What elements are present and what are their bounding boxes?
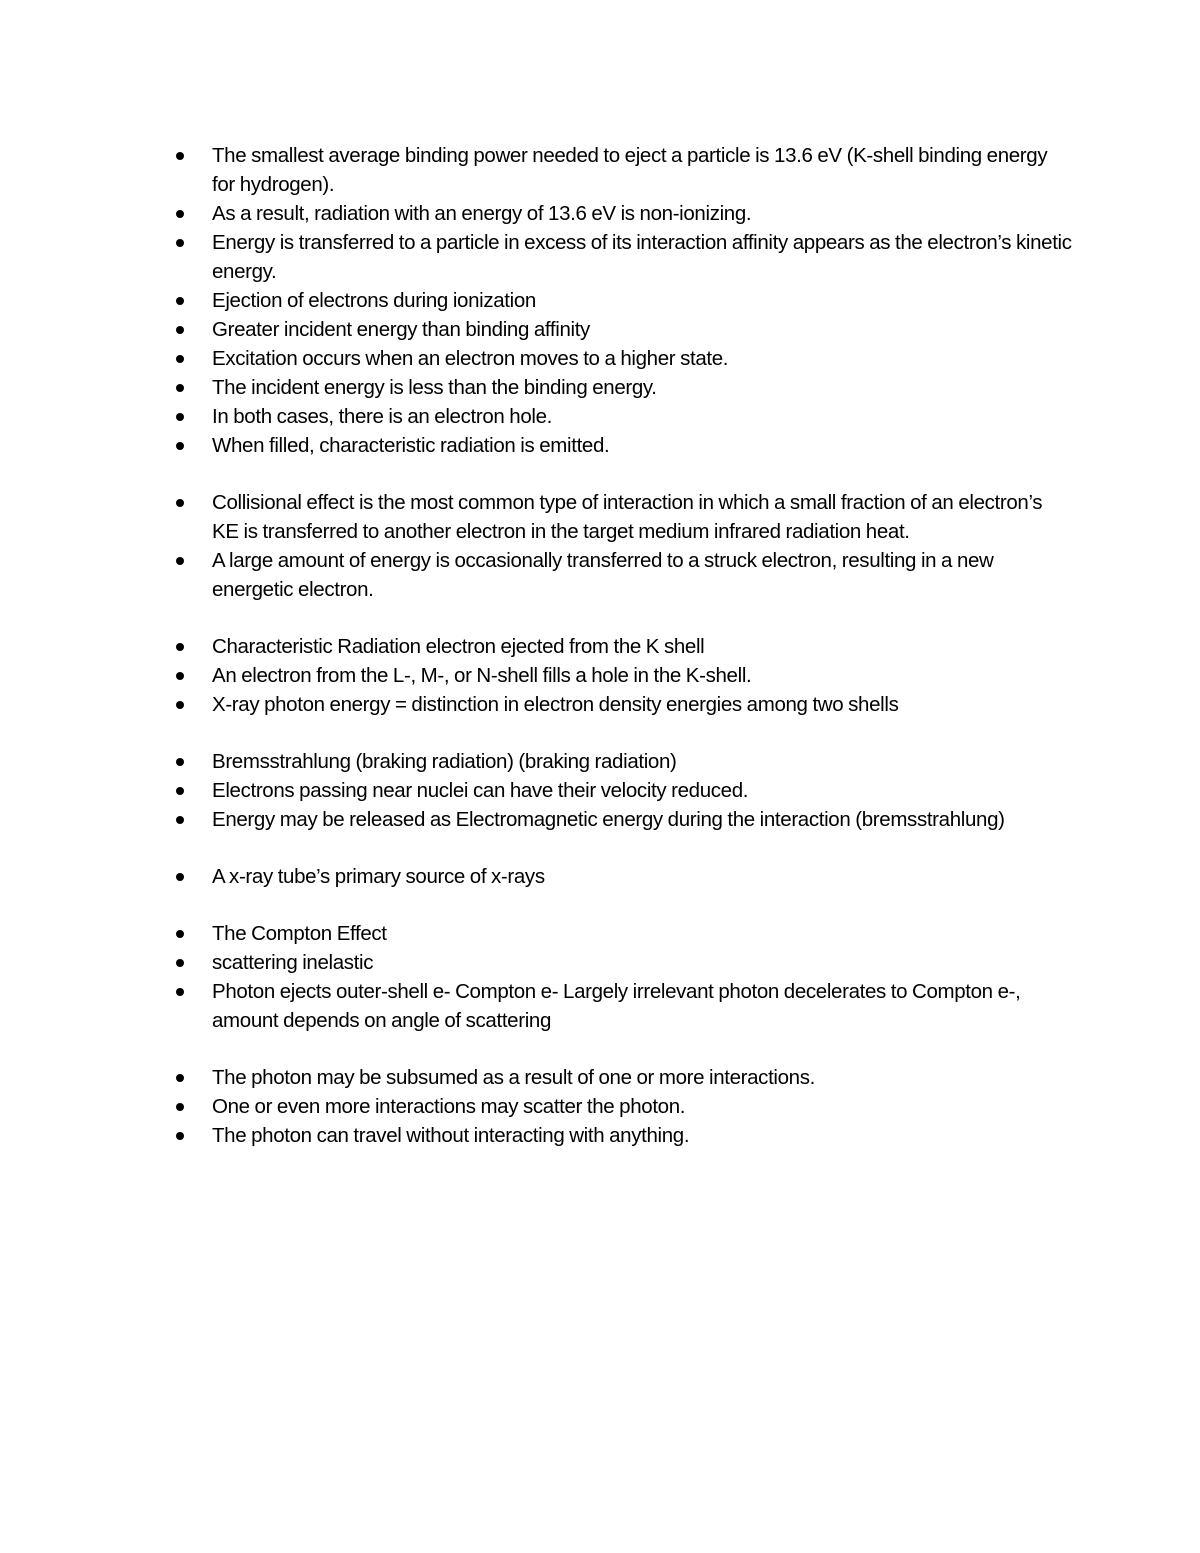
bullet-content — [212, 141, 1072, 1150]
list-item — [212, 344, 1072, 373]
list-item — [212, 431, 1072, 460]
list-item — [212, 661, 1072, 690]
bullet-icon — [176, 210, 184, 218]
list-item — [212, 919, 1072, 948]
bullet-group-bremsstrahlung — [212, 747, 1072, 834]
bullet-icon — [176, 643, 184, 651]
list-item — [212, 1092, 1072, 1121]
list-item-text: The photon can travel without interacting with anything. — [212, 1124, 690, 1147]
list-item — [212, 690, 1072, 719]
list-item-text: Energy may be released as Electromagnetic energy during the interaction (bremsstrahlung) — [212, 808, 1005, 831]
list-item-text: When filled, characteristic radiation is emitted. — [212, 434, 610, 457]
bullet-icon — [176, 239, 184, 247]
list-item-text: In both cases, there is an electron hole. — [212, 405, 552, 428]
list-item-text: X-ray photon energy = distinction in electron density energies among two shells — [212, 693, 899, 716]
bullet-icon — [176, 1132, 184, 1140]
list-item — [212, 776, 1072, 805]
bullet-icon — [176, 384, 184, 392]
list-item-text: The Compton Effect — [212, 922, 387, 945]
list-item-text: One or even more interactions may scatter the photon. — [212, 1095, 686, 1118]
list-item-text: A large amount of energy is occasionally transferred to a struck electron, resulting in a new energetic electron. — [212, 549, 994, 601]
bullet-icon — [176, 959, 184, 967]
list-item — [212, 141, 1072, 199]
bullet-icon — [176, 816, 184, 824]
list-item — [212, 632, 1072, 661]
list-item — [212, 228, 1072, 286]
list-item-text: As a result, radiation with an energy of 13.6 eV is non-ionizing. — [212, 202, 752, 225]
list-item — [212, 948, 1072, 977]
list-item — [212, 488, 1072, 546]
bullet-group-xray-source — [212, 862, 1072, 891]
list-item-text: Ejection of electrons during ionization — [212, 289, 536, 312]
bullet-icon — [176, 701, 184, 709]
bullet-group-compton — [212, 919, 1072, 1035]
bullet-icon — [176, 758, 184, 766]
list-item-text: Excitation occurs when an electron moves to a higher state. — [212, 347, 729, 370]
list-item-text: Collisional effect is the most common type of interaction in which a small fraction of an electron’s KE is transferred to another electron in the target medium infrared radiation heat. — [212, 491, 1043, 543]
list-item-text: Energy is transferred to a particle in excess of its interaction affinity appears as the electron’s kinetic energy. — [212, 231, 1072, 283]
bullet-icon — [176, 787, 184, 795]
bullet-icon — [176, 152, 184, 160]
bullet-icon — [176, 326, 184, 334]
bullet-icon — [176, 499, 184, 507]
list-item — [212, 977, 1072, 1035]
list-item-text: Photon ejects outer-shell e- Compton e- Largely irrelevant photon decelerates to Compton e-, amount depends on angle of scattering — [212, 980, 1021, 1032]
list-item-text: An electron from the L-, M-, or N-shell fills a hole in the K-shell. — [212, 664, 752, 687]
list-item-text: scattering inelastic — [212, 951, 374, 974]
bullet-icon — [176, 988, 184, 996]
bullet-icon — [176, 1103, 184, 1111]
list-item — [212, 747, 1072, 776]
list-item — [212, 546, 1072, 604]
bullet-icon — [176, 297, 184, 305]
list-item-text: The smallest average binding power needed to eject a particle is 13.6 eV (K-shell binding energy for hydrogen). — [212, 144, 1048, 196]
bullet-icon — [176, 557, 184, 565]
list-item — [212, 286, 1072, 315]
bullet-icon — [176, 442, 184, 450]
bullet-group-characteristic — [212, 632, 1072, 719]
list-item — [212, 373, 1072, 402]
bullet-icon — [176, 672, 184, 680]
list-item — [212, 315, 1072, 344]
bullet-group-collisional — [212, 488, 1072, 604]
bullet-icon — [176, 930, 184, 938]
list-item — [212, 805, 1072, 834]
list-item — [212, 402, 1072, 431]
list-item-text: A x-ray tube’s primary source of x-rays — [212, 865, 545, 888]
list-item-text: Characteristic Radiation electron ejected from the K shell — [212, 635, 705, 658]
bullet-icon — [176, 355, 184, 363]
list-item-text: Greater incident energy than binding affinity — [212, 318, 590, 341]
bullet-icon — [176, 1074, 184, 1082]
list-item-text: Bremsstrahlung (braking radiation) (braking radiation) — [212, 750, 677, 773]
list-item — [212, 199, 1072, 228]
bullet-group-ionization — [212, 141, 1072, 460]
list-item — [212, 1063, 1072, 1092]
list-item — [212, 1121, 1072, 1150]
bullet-group-photon-fate — [212, 1063, 1072, 1150]
bullet-icon — [176, 873, 184, 881]
list-item — [212, 862, 1072, 891]
bullet-icon — [176, 413, 184, 421]
list-item-text: Electrons passing near nuclei can have their velocity reduced. — [212, 779, 749, 802]
list-item-text: The incident energy is less than the binding energy. — [212, 376, 657, 399]
list-item-text: The photon may be subsumed as a result of one or more interactions. — [212, 1066, 815, 1089]
